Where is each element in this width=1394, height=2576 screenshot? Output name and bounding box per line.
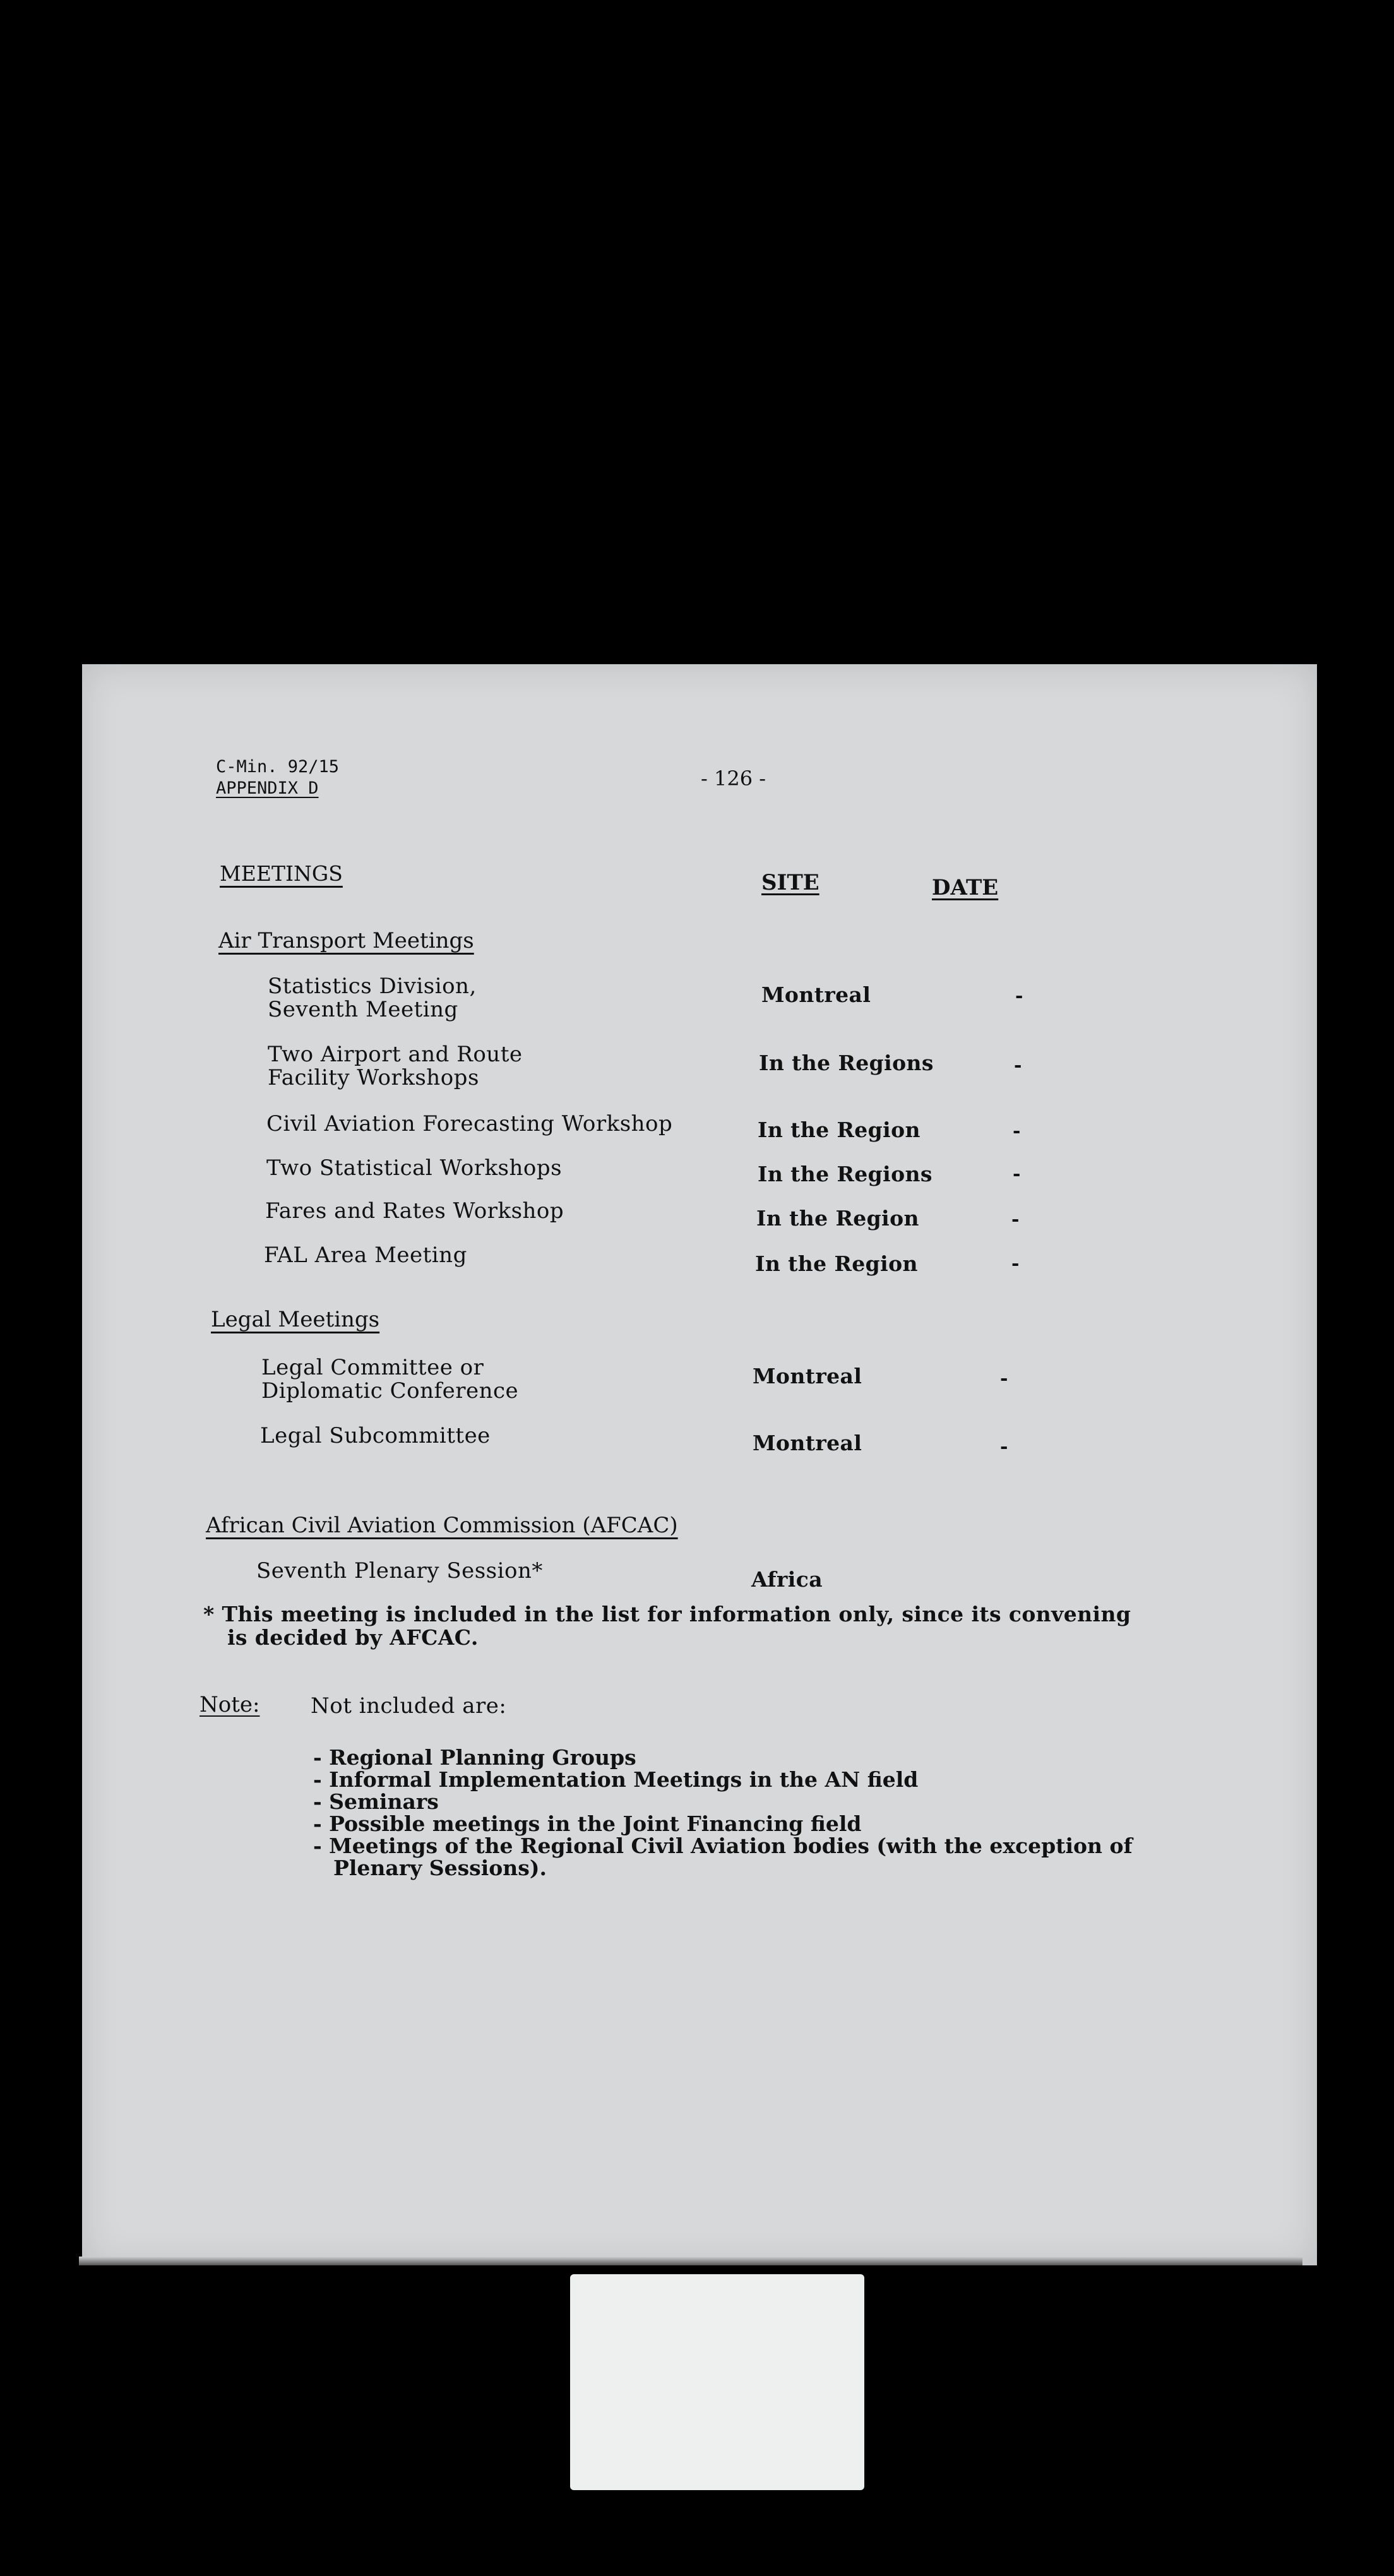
meeting-site: In the Region (755, 1251, 918, 1276)
exclusion-list (313, 1746, 1133, 1879)
meeting-site: In the Region (756, 1206, 919, 1231)
reference-line-2: APPENDIX D (216, 778, 319, 798)
meeting-date: - (1014, 1054, 1022, 1076)
document-reference (216, 756, 339, 799)
meeting-date: - (1000, 1368, 1008, 1390)
list-item-continuation: Plenary Sessions). (333, 1856, 547, 1880)
list-item: - Meetings of the Regional Civil Aviation bodies (with the exception of (313, 1834, 1133, 1858)
meeting-date: - (1013, 1120, 1021, 1142)
list-item: - Regional Planning Groups (313, 1745, 636, 1770)
meeting-name: Seventh Plenary Session* (256, 1558, 543, 1583)
meeting-date: - (1000, 1436, 1008, 1458)
note-intro: Not included are: (311, 1693, 507, 1719)
section-title-air-transport: Air Transport Meetings (218, 928, 474, 953)
meeting-name: Two Airport and Route Facility Workshops (268, 1042, 523, 1090)
footnote-line-1: * This meeting is included in the list for information only, since its convening (203, 1602, 1131, 1626)
note-label: Note: (200, 1692, 260, 1717)
meeting-date: - (1013, 1163, 1021, 1185)
meeting-name: Legal Subcommittee (260, 1423, 491, 1448)
meeting-site: Montreal (753, 1364, 862, 1388)
meeting-date: - (1011, 1253, 1020, 1275)
section-title-legal: Legal Meetings (211, 1307, 380, 1332)
meeting-site: Montreal (753, 1431, 862, 1455)
meetings-column-header: MEETINGS (220, 861, 343, 886)
list-item: - Possible meetings in the Joint Financing field (313, 1811, 862, 1836)
meeting-name: Legal Committee or Diplomatic Conference (261, 1355, 519, 1404)
page-number: - 126 - (701, 766, 766, 790)
paper-slip (570, 2274, 864, 2490)
meeting-site: In the Regions (758, 1162, 932, 1186)
meeting-name: Fares and Rates Workshop (265, 1198, 564, 1224)
meeting-name: Statistics Division, Seventh Meeting (268, 974, 477, 1022)
meeting-site: Africa (751, 1567, 823, 1592)
meeting-site: Montreal (761, 982, 871, 1007)
meeting-site: In the Region (758, 1118, 920, 1142)
meeting-name: Two Statistical Workshops (266, 1155, 563, 1181)
meeting-date: - (1011, 1208, 1020, 1231)
footnote-line-2: is decided by AFCAC. (227, 1625, 479, 1650)
meeting-name: Civil Aviation Forecasting Workshop (266, 1111, 673, 1136)
list-item: - Informal Implementation Meetings in the AN field (313, 1767, 919, 1792)
page-bottom-edge (79, 2257, 1302, 2265)
meeting-name: FAL Area Meeting (264, 1243, 467, 1268)
meeting-site: In the Regions (759, 1051, 934, 1075)
meeting-date: - (1015, 985, 1023, 1007)
document-page (82, 664, 1317, 2265)
footnote (203, 1602, 1131, 1649)
reference-line-1: C-Min. 92/15 (216, 757, 340, 777)
list-item: - Seminars (313, 1789, 439, 1814)
site-column-header: SITE (761, 870, 819, 895)
section-title-afcac: African Civil Aviation Commission (AFCAC) (206, 1513, 678, 1538)
date-column-header: DATE (932, 875, 999, 900)
